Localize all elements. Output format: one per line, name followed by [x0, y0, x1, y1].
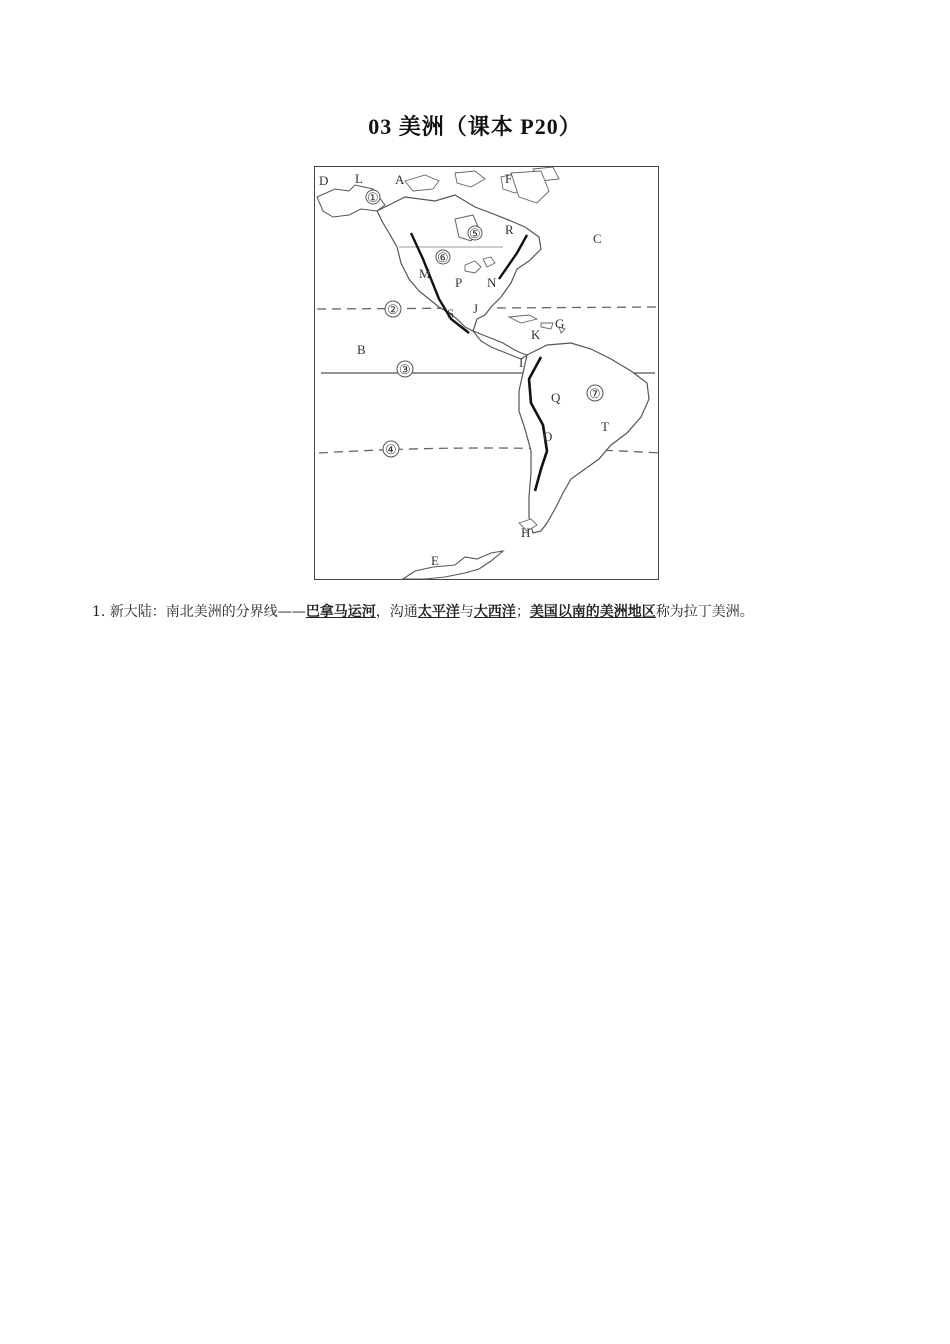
- map-label-m: M: [419, 266, 431, 281]
- map-label-e: E: [431, 553, 439, 568]
- map-label-h: H: [521, 525, 531, 540]
- map-label-d: D: [319, 173, 329, 188]
- question-number: 1.: [92, 604, 106, 620]
- question-text-1: 新大陆：南北美洲的分界线——: [109, 604, 306, 620]
- circled-label-2: ②: [387, 302, 399, 317]
- answer-latin-america-region: 美国以南的美洲地区: [529, 604, 656, 620]
- map-label-c: C: [593, 231, 602, 246]
- circled-label-6: ⑥: [437, 250, 449, 265]
- circled-label-3: ③: [399, 362, 411, 377]
- question-text-5: 称为拉丁美洲。: [655, 604, 754, 620]
- map-label-i: I: [519, 355, 524, 370]
- north-america-shape: [377, 195, 541, 331]
- map-label-f: F: [505, 171, 513, 186]
- map-label-q: Q: [551, 390, 561, 405]
- map-label-t: T: [601, 419, 609, 434]
- answer-atlantic: 大西洋: [473, 604, 516, 620]
- map-label-p: P: [455, 275, 463, 290]
- map-drawing: [315, 167, 660, 581]
- question-1: [92, 598, 862, 627]
- question-text-4: ；: [515, 604, 530, 620]
- map-label-o: O: [543, 429, 553, 444]
- circled-label-1: ①: [367, 190, 379, 205]
- map-label-g: G: [555, 316, 565, 331]
- map-label-j: J: [473, 301, 479, 316]
- question-text-3: 与: [459, 604, 474, 620]
- answer-pacific: 太平洋: [417, 604, 460, 620]
- circled-label-4: ④: [385, 442, 397, 457]
- map-label-b: B: [357, 342, 366, 357]
- circled-label-5: ⑤: [469, 226, 481, 241]
- americas-map: [314, 166, 659, 580]
- map-label-r: R: [505, 222, 514, 237]
- tropic-of-capricorn-line: [319, 448, 660, 453]
- question-text-2: ，沟通: [375, 604, 418, 620]
- page-title: 03 美洲（课本 P20）: [368, 114, 582, 139]
- greenland-shape: [511, 171, 549, 203]
- antarctica-shape: [403, 551, 503, 579]
- map-label-n: N: [487, 275, 497, 290]
- map-label-a: A: [395, 172, 405, 187]
- map-label-l: L: [355, 171, 363, 186]
- map-label-s: S: [447, 306, 455, 321]
- south-america-shape: [519, 343, 649, 533]
- circled-label-7: ⑦: [589, 386, 601, 401]
- answer-panama-canal: 巴拿马运河: [305, 604, 376, 620]
- map-label-k: K: [531, 327, 541, 342]
